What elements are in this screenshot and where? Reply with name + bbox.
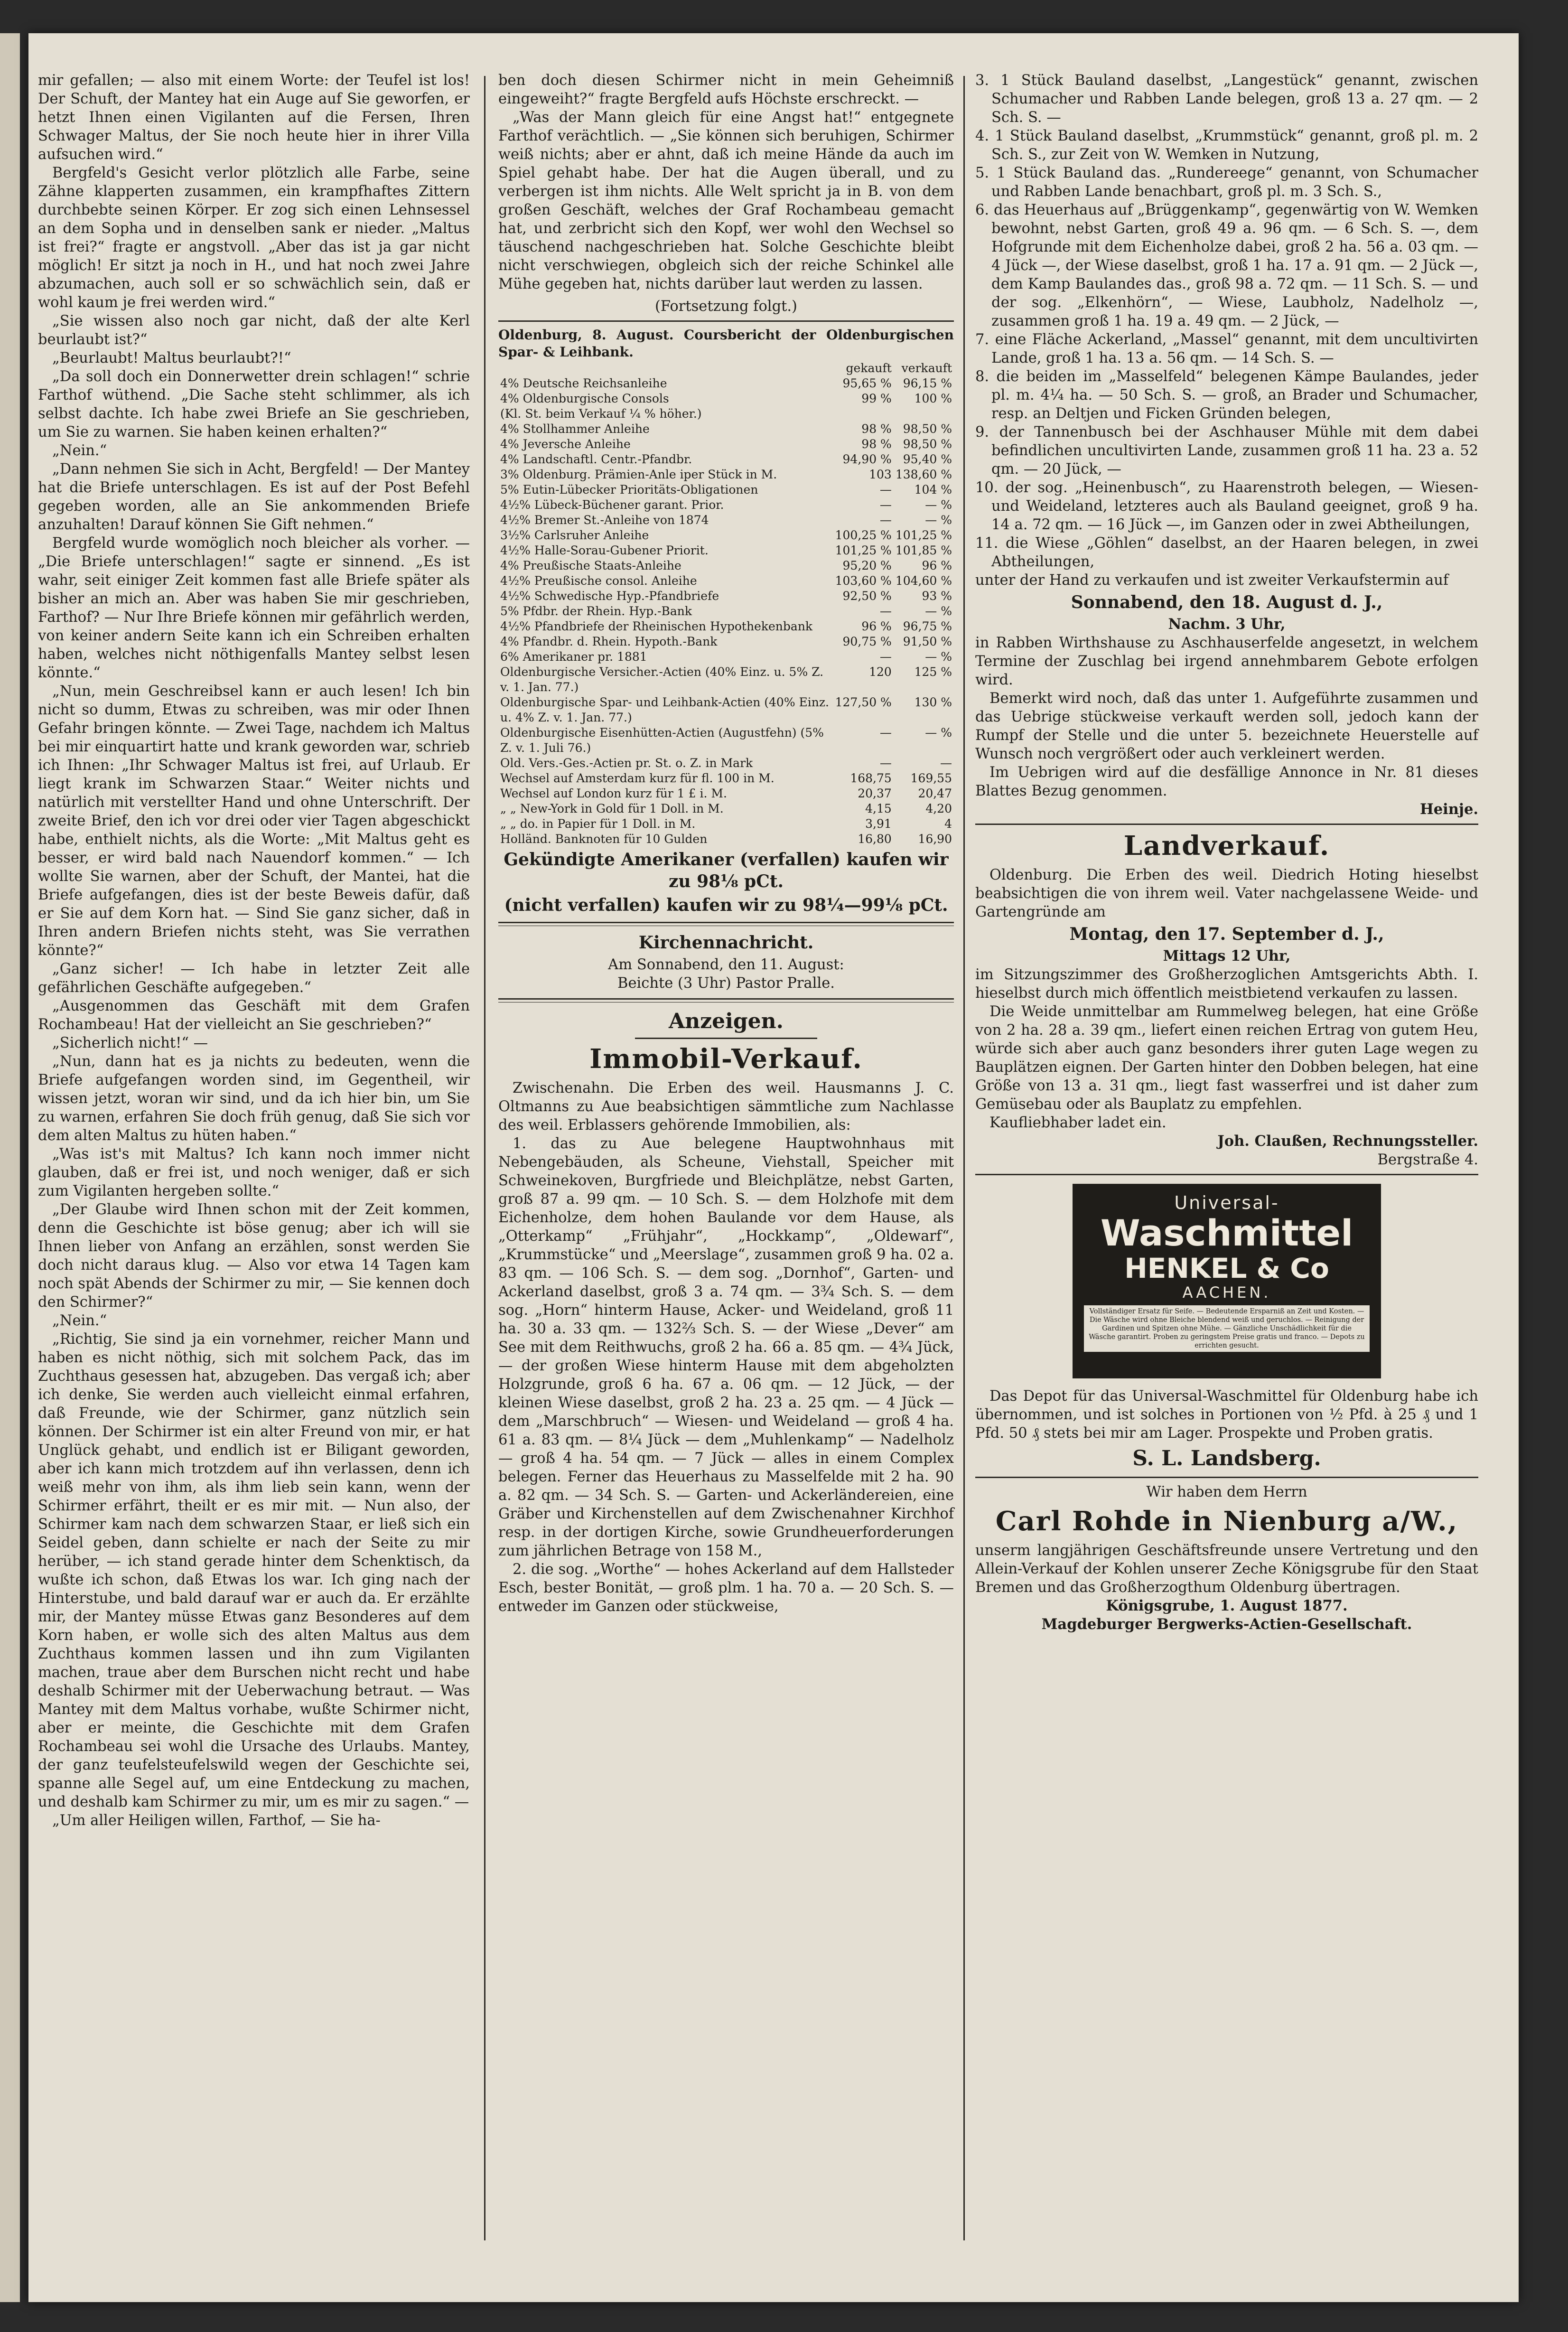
kurs-row	[498, 786, 954, 801]
kurs-cell-name: 3% Oldenburg. Prämien-Anle iper Stück in M.	[500, 468, 777, 481]
kurs-cell-buy	[833, 406, 894, 421]
kurs-cell-name: Wechsel auf London kurz für 1 £ i. M.	[500, 787, 727, 800]
property-sale-paragraph: 1. das zu Aue belegene Hauptwohnhaus mit Nebengebäuden, als Scheune, Viehstall, Speicher mit Schweinekoven, Burgfriede und Bleichplätze, nebst Garten, groß 87 a. 99 qm. — 10 Sch. S. — dem Holzhofe mit dem Eichenholze, dem hohen Baulande vor dem Hause, als „Otterkamp“ „Frühjahr“, „Hockkamp“, „Oldewarf“, „Krummstücke“ und „Meerslage“, zusammen groß 9 ha. 02 a. 83 qm. — 106 Sch. S. — dem sog. „Dornhof“, Garten- und Ackerland daselbst, groß 3 a. 74 qm. — 3¾ Sch. S. — dem sog. „Horn“ hinterm Hause, Acker- und Weideland, groß 11 ha. 30 a. 33 qm. — 132⅔ Sch. S. — der Wiese „Dever“ am See mit dem Reithwuchs, groß 2 ha. 66 a. 85 qm. — 4¾ Jück, — der großen Wiese hinterm Hause mit dem abgeholzten Holzgrunde, groß 6 ha. 67 a. 06 qm. — 12 Jück, — der kleinen Wiese daselbst, groß 2 ha. 23 a. 25 qm. — 4 Jück — dem „Marschbruch“ — Wiesen- und Weideland — groß 4 ha. 61 a. 83 qm. — 8¼ Jück — dem „Muhlenkamp“ — Nadelholz — groß 4 ha. 54 qm. — 7 Jück — alles in einem Complex belegen. Ferner das Heuerhaus zu Masselfelde mit 2 ha. 90 a. 82 qm. — 34 Sch. S. — Garten- und Ackerländereien, eine Gräber und Kirchenstellen auf dem Zwischenahner Kirchhof resp. in der dortigen Kirche, sowie Grundheuerforderungen zum jährlichen Betrage von 158 M.,	[498, 1135, 954, 1559]
kurs-note-2: (nicht verfallen) kaufen wir zu 98¼—99⅛ pCt.	[504, 895, 948, 915]
kurs-cell-buy: —	[879, 650, 892, 664]
kurs-cell-sell: 138,60 %	[895, 468, 952, 481]
ad-line-2: Waschmittel	[1100, 1212, 1353, 1254]
kurs-cell-buy: 16,80	[858, 832, 892, 846]
kurs-cell-name: 6% Amerikaner pr. 1881	[500, 650, 647, 664]
kurs-row	[498, 543, 954, 558]
kurs-cell-name: 4% Stollhammer Anleihe	[500, 422, 650, 436]
kurs-row	[498, 452, 954, 467]
kurs-row	[498, 695, 954, 725]
story-paragraph: „Sicherlich nicht!“ —	[52, 1035, 208, 1051]
kurs-cell-name: Oldenburgische Eisenhütten-Actien (Augustfehn) (5% Z. v. 1. Juli 76.)	[500, 726, 824, 755]
kurs-cell-buy: 168,75	[850, 771, 892, 785]
story-paragraph: „Was der Mann gleich für eine Angst hat!“ entgegnete Farthof verächtlich. — „Sie können sich beruhigen, Schirmer weiß nichts; aber er ahnt, daß ich meine Hände da auch im Spiel gehabt habe. Der hat die Augen überall, und zu verbergen ist ihm nichts. Alle Welt spricht ja in B. von dem großen Geschäft, welches der Graf Rochambeau gemacht hat, und zerbricht sich den Kopf, wer wohl den Wechsel so täuschend nachgeschrieben hat. Solche Geschichte bleibt nicht verschwiegen, obgleich sich der reiche Schinkel alle Mühe gegeben hat, nichts darüber laut werden zu lassen.	[498, 109, 954, 292]
kurs-row	[498, 482, 954, 497]
kurs-cell-buy: —	[879, 726, 892, 740]
story-paragraph: „Dann nehmen Sie sich in Acht, Bergfeld! — Der Mantey hat die Briefe unterschlagen. Es ist auf der Post Befehl gegeben worden, alle an Sie ankommenden Briefe anzuhalten! Darauf können Sie Gift nehmen.“	[38, 461, 470, 533]
story-paragraph: mir gefallen; — also mit einem Worte: der Teufel ist los! Der Schuft, der Mantey hat ein Auge auf Sie geworfen, er hetzt Ihnen einen Vigilanten auf die Fersen, Ihren Schwager Maltus, der Sie noch heute hier in ihrer Villa aufsuchen wird.“	[38, 72, 470, 163]
kurs-header: Oldenburg, 8. August. Coursbericht der Oldenburgischen Spar- & Leihbank.	[498, 327, 954, 360]
kurs-cell-name: „ „ New-York in Gold für 1 Doll. in M.	[500, 802, 724, 815]
kurs-cell-name: 4% Deutsche Reichsanleihe	[500, 376, 667, 390]
divider	[975, 1174, 1478, 1175]
kurs-cell-name: Wechsel auf Amsterdam kurz für fl. 100 in M.	[500, 771, 775, 785]
kurs-cell-sell	[894, 406, 954, 421]
kurs-cell-sell: — %	[925, 498, 952, 512]
sale-time: Nachm. 3 Uhr,	[1168, 616, 1286, 633]
sale-signature: Heinje.	[1419, 801, 1478, 818]
property-list-item: 8. die beiden im „Masselfeld“ belegenen Kämpe Baulandes, jeder pl. m. 4¼ ha. — 50 Sch. S. — groß, an Brader und Schumacher, resp. an Deltjen und Ficken Gründen belegen,	[975, 368, 1478, 422]
kurs-cell-name: Holländ. Banknoten für 10 Gulden	[500, 832, 708, 846]
kurs-row	[498, 497, 954, 513]
ads-title: Anzeigen.	[669, 1009, 784, 1033]
church-title: Kirchennachricht.	[638, 933, 814, 953]
waschmittel-ad	[1073, 1184, 1381, 1378]
kurs-row	[498, 391, 954, 406]
kurs-row	[498, 589, 954, 604]
kurs-cell-sell: — %	[925, 650, 952, 664]
kurs-row	[498, 376, 954, 391]
column-3	[975, 71, 1478, 1634]
kurs-cell-sell: 101,25 %	[895, 528, 952, 542]
previous-page-edge	[0, 33, 20, 2302]
story-paragraph: „Beurlaubt! Maltus beurlaubt?!“	[52, 350, 291, 366]
story-paragraph: „Sie wissen also noch gar nicht, daß der alte Kerl beurlaubt ist?“	[38, 313, 470, 348]
kurs-cell-buy: —	[879, 756, 892, 770]
kurs-cell-sell: 4,20	[925, 802, 952, 815]
ad-line-3: HENKEL & Co	[1124, 1252, 1329, 1284]
kurs-cell-buy: 120	[869, 665, 892, 679]
rohde-name: Carl Rohde in Nienburg a/W.,	[995, 1506, 1458, 1537]
rohde-text: unserm langjährigen Geschäftsfreunde unsere Vertretung und den Allein-Verkauf der Kohlen unserer Zeche Königsgrube für den Staat Bremen und das Großherzogthum Oldenburg übertragen.	[975, 1542, 1478, 1596]
property-sale-paragraph: 2. die sog. „Worthe“ — hohes Ackerland auf dem Hallsteder Esch, bester Bonität, — groß plm. 1 ha. 70 a. — 20 Sch. S. — entweder im Ganzen oder stückweise,	[498, 1561, 954, 1615]
kurs-row	[498, 649, 954, 665]
kurs-cell-buy: 101,25 %	[835, 543, 892, 557]
kurs-cell-buy: —	[879, 483, 892, 496]
kurs-cell-name: 4% Preußische Staats-Anleihe	[500, 559, 681, 572]
continuation-note: (Fortsetzung folgt.)	[655, 298, 797, 315]
kurs-cell-buy: 3,91	[865, 817, 892, 831]
story-paragraph: Bergfeld's Gesicht verlor plötzlich alle Farbe, seine Zähne klapperten zusammen, ein krampfhaftes Zittern durchbebte seinen Körper. Er zog sich einen Lehnsessel an dem Sopha und in denselben sank er nieder. „Maltus ist frei?“ fragte er angstvoll. „Aber das ist ja gar nicht möglich! Er sitzt ja noch in H., und hat noch zwei Jahre abzumachen, auch soll er so schwächlich sein, daß er wohl kaum je frei werden wird.“	[38, 165, 470, 311]
ad-small-print: Vollständiger Ersatz für Seife. — Bedeutende Ersparniß an Zeit und Kosten. — Die Wäsche wird ohne Bleiche blendend weiß und geruchlos. — Reinigung der Gardinen und Spitzen ohne Mühe. — Gänzliche Unschädlichkeit für die Wäsche garantirt. Proben zu geringstem Preise gratis und franco. — Depots zu errichten gesucht.	[1084, 1305, 1370, 1352]
kurs-cell-sell: 16,90	[918, 832, 952, 846]
kurs-cell-sell: 98,50 %	[903, 437, 952, 451]
property-list-item: 5. 1 Stück Bauland das. „Rundereege“ genannt, von Schumacher und Rabben Lande benachbart, groß pl. m. 3 Sch. S.,	[975, 165, 1478, 200]
kurs-cell-sell: 96,15 %	[903, 376, 952, 390]
kurs-cell-name: 4½% Lübeck-Büchener garant. Prior.	[500, 498, 724, 512]
kurs-cell-name: 4% Jeversche Anleihe	[500, 437, 631, 451]
kurs-cell-sell: — %	[925, 604, 952, 618]
story-paragraph: „Ganz sicher! — Ich habe in letzter Zeit alle gefährlichen Geschäfte aufgegeben.“	[38, 961, 470, 996]
property-list-item: 7. eine Fläche Ackerland, „Massel“ genannt, mit dem uncultivirten Lande, groß 1 ha. 13 a. 56 qm. — 14 Sch. S. —	[975, 331, 1478, 366]
land-time: Mittags 12 Uhr,	[1163, 947, 1291, 965]
rohde-date: Königsgrube, 1. August 1877.	[1106, 1597, 1348, 1614]
kurs-row	[498, 558, 954, 573]
story-paragraph: „Was ist's mit Maltus? Ich kann noch immer nicht glauben, daß er frei ist, und noch weniger, daß er sich zum Vigilanten hergeben sollte.“	[38, 1146, 470, 1199]
property-sale-paragraph: Zwischenahn. Die Erben des weil. Hausmanns J. C. Oltmanns zu Aue beabsichtigen sämmtliche zum Nachlasse des weil. Erblassers gehörende Immobilien, als:	[498, 1080, 954, 1133]
kurs-cell-buy: 92,50 %	[842, 589, 892, 603]
kurs-cell-name: 4½% Pfandbriefe der Rheinischen Hypothekenbank	[500, 619, 813, 633]
divider	[498, 998, 954, 1002]
kurs-cell-buy: —	[879, 513, 892, 527]
kurs-row	[498, 832, 954, 847]
kurs-cell-buy: 98 %	[861, 422, 892, 436]
kurs-cell-name: (Kl. St. beim Verkauf ¼ % höher.)	[500, 407, 702, 421]
kurs-row	[498, 604, 954, 619]
kurs-cell-name: Oldenburgische Versicher.-Actien (40% Einz. u. 5% Z. v. 1. Jan. 77.)	[500, 665, 824, 694]
church-line-1: Am Sonnabend, den 11. August:	[608, 956, 844, 973]
kurs-cell-sell: 100 %	[914, 392, 952, 405]
kurs-row	[498, 816, 954, 832]
kurs-row	[498, 634, 954, 649]
kurs-cell-sell: —	[940, 756, 952, 770]
kurs-cell-sell: 125 %	[914, 665, 952, 679]
kurs-row	[498, 619, 954, 634]
story-paragraph: „Ausgenommen das Geschäft mit dem Grafen Rochambeau! Hat der vielleicht an Sie geschrieben?“	[38, 998, 470, 1033]
story-paragraph: ben doch diesen Schirmer nicht in mein Geheimniß eingeweiht?“ fragte Bergfeld aufs Höchste erschreckt. —	[498, 72, 954, 107]
depot-signature: S. L. Landsberg.	[1132, 1446, 1321, 1470]
kurs-cell-buy: 90,75 %	[842, 635, 892, 648]
column-rule-1	[484, 76, 485, 2240]
kurs-cell-sell: 96 %	[922, 559, 952, 572]
divider	[975, 1477, 1478, 1478]
column-rule-2	[963, 76, 965, 2240]
land-address: Bergstraße 4.	[1377, 1152, 1478, 1168]
kurs-cell-sell: 104 %	[914, 483, 952, 496]
kurs-cell-buy: 103	[869, 468, 892, 481]
kurs-cell-buy: —	[879, 604, 892, 618]
land-date: Montag, den 17. September d. J.,	[1069, 924, 1384, 944]
land-sale-title: Landverkauf.	[1123, 830, 1330, 862]
column-1-story	[38, 71, 470, 1830]
story-paragraph: „Nun, mein Geschreibsel kann er auch lesen! Ich bin nicht so dumm, Etwas zu schreiben, was mir oder Ihnen Gefahr bringen könnte. — Zwei Tage, nachdem ich Maltus bei mir einquartirt hatte und krank geworden war, schrieb ich Ihnen: „Ihr Schwager Maltus ist frei, auf Urlaub. Er liegt krank im Schwarzen Staar.“ Weiter nichts und natürlich mit verstellter Hand und ohne Unterschrift. Der zweite Brief, den ich vor drei oder vier Tagen abgeschickt habe, enthielt nichts, als die Worte: „Mit Maltus geht es besser, er wird bald nach Nauendorf kommen.“ — Ich wollte Sie warnen, aber der Schuft, der Mantei, hat die Briefe aufgefangen, dies ist der beste Beweis dafür, daß er Sie auf dem Korn hat. — Sind Sie ganz sicher, daß in Ihren andern Briefen nichts steht, was Sie verrathen könnte?“	[38, 683, 470, 959]
kurs-cell-sell: 20,47	[918, 787, 952, 800]
kurs-row	[498, 573, 954, 589]
story-paragraph: Bergfeld wurde womöglich noch bleicher als vorher. — „Die Briefe unterschlagen!“ sagte er sinnend. „Es ist wahr, seit einiger Zeit kommen fast alle Briefe später als bisher an mich an. Aber was haben Sie mir geschrieben, Farthof? — Nur Ihre Briefe können mir gefährlich werden, von keiner andern Seite kann ich ein Schreiben erhalten haben, welches nicht nöthigenfalls Mantey selbst lesen könnte.“	[38, 535, 470, 681]
kurs-cell-name: 5% Eutin-Lübecker Prioritäts-Obligationen	[500, 483, 758, 496]
kurs-cell-sell: 91,50 %	[903, 635, 952, 648]
kurs-cell-buy: —	[879, 498, 892, 512]
kurs-cell-buy: 98 %	[861, 437, 892, 451]
kurs-cell-name: 5% Pfdbr. der Rhein. Hyp.-Bank	[500, 604, 692, 618]
newspaper-page	[28, 33, 1519, 2302]
divider	[498, 922, 954, 926]
property-list-item: 3. 1 Stück Bauland daselbst, „Langestück“ genannt, zwischen Schumacher und Rabben Lande belegen, groß 13 a. 27 qm. — 2 Sch. S. —	[975, 72, 1478, 126]
rohde-signature: Magdeburger Bergwerks-Actien-Gesellschaft.	[1041, 1616, 1412, 1633]
kurs-cell-sell: 130 %	[914, 695, 952, 709]
kurs-row	[498, 513, 954, 528]
kurs-cell-name: 4% Oldenburgische Consols	[500, 392, 669, 405]
story-paragraph: „Um aller Heiligen willen, Farthof, — Sie ha-	[52, 1812, 381, 1829]
land-description: Die Weide unmittelbar am Rummelweg belegen, hat eine Größe von 2 ha. 28 a. 39 qm., liefert einen reichen Ertrag von gutem Heu, würde sich aber auch ganz besonders ihrer guten Lage wegen zu Bauplätzen eignen. Der Garten hinter den Dobben belegen, hat eine Größe von 13 a. 31 qm., liegt fast wasserfrei und ist daher zum Gemüsebau oder als Bauplatz zu empfehlen.	[975, 1003, 1478, 1113]
kurs-cell-sell: 104,60 %	[895, 574, 952, 588]
kurs-cell-sell: 4	[944, 817, 952, 831]
kurs-cell-buy: 96 %	[861, 619, 892, 633]
kurs-cell-buy: 4,15	[865, 802, 892, 815]
land-place: im Sitzungszimmer des Großherzoglichen Amtsgerichts Abth. I. hieselbst durch mich öffentlich meistbietend verkaufen zu lassen.	[975, 966, 1478, 1002]
kurs-note-1: Gekündigte Amerikaner (verfallen) kaufen wir zu 98⅛ pCt.	[504, 850, 949, 891]
land-buyers: Kaufliebhaber ladet ein.	[989, 1114, 1167, 1131]
kurs-cell-name: 4½% Bremer St.-Anleihe von 1874	[500, 513, 709, 527]
kurs-row	[498, 421, 954, 437]
kurs-cell-name: 4½% Halle-Sorau-Gubener Priorit.	[500, 543, 709, 557]
kurs-row	[498, 406, 954, 421]
property-list	[975, 71, 1478, 571]
kurs-cell-name: 3½% Carlsruher Anleihe	[500, 528, 649, 542]
sale-note-1: Bemerkt wird noch, daß das unter 1. Aufgeführte zusammen und das Uebrige stückweise verkauft werden soll, jedoch kann der Rumpf der Stelle und die unter 5. bezeichnete Heuerstelle auf Wunsch noch vergrößert oder auch verkleinert werden.	[975, 690, 1478, 762]
column-2	[498, 71, 954, 1616]
kurs-cell-sell: 169,55	[910, 771, 952, 785]
divider	[975, 824, 1478, 825]
land-intro: Oldenburg. Die Erben des weil. Diedrich Hoting hieselbst beabsichtigen die von ihrem weil. Vater nachgelassene Weide- und Gartengründe am	[975, 867, 1478, 920]
kurs-cell-name: 4% Pfandbr. d. Rhein. Hypoth.-Bank	[500, 635, 718, 648]
property-sale-title: Immobil-Verkauf.	[589, 1043, 863, 1075]
kurs-col-sold: verkauft	[901, 361, 952, 375]
ad-line-1: Universal-	[1174, 1192, 1279, 1213]
property-list-item: 11. die Wiese „Göhlen“ daselbst, an der Haaren belegen, in zwei Abtheilungen,	[975, 535, 1478, 570]
kurs-cell-buy: 20,37	[858, 787, 892, 800]
ad-line-4: AACHEN.	[1182, 1283, 1271, 1302]
story-paragraph: „Der Glaube wird Ihnen schon mit der Zeit kommen, denn die Geschichte ist böse genug; aber ich will sie Ihnen lieber von Anfang an erzählen, sonst werden Sie doch nicht daraus klug. — Also vor etwa 14 Tagen kam noch spät Abends der Schirmer zu mir, — Sie kennen doch den Schirmer?“	[38, 1201, 470, 1311]
property-list-item: 10. der sog. „Heinenbusch“, zu Haarenstroth belegen, — Wiesen- und Weideland, letzteres auch als Bauland geeignet, groß 9 ha. 14 a. 72 qm. — 16 Jück —, im Ganzen oder in zwei Abtheilungen,	[975, 479, 1478, 533]
kurs-cell-sell: — %	[925, 726, 952, 740]
church-line-2: Beichte (3 Uhr) Pastor Pralle.	[617, 975, 835, 992]
sale-note-2: Im Uebrigen wird auf die desfällige Annonce in Nr. 81 dieses Blattes Bezug genommen.	[975, 764, 1478, 799]
kurs-cell-name: 4½% Preußische consol. Anleihe	[500, 574, 697, 588]
rohde-intro: Wir haben dem Herrn	[1146, 1484, 1307, 1500]
kurs-row	[498, 467, 954, 482]
kurs-cell-name: 4% Landschaftl. Centr.-Pfandbr.	[500, 452, 692, 466]
depot-text: Das Depot für das Universal-Waschmittel für Oldenburg habe ich übernommen, und ist solches in Portionen von ½ Pfd. à 25 ₰ und 1 Pfd. 50 ₰ stets bei mir am Lager. Prospekte und Proben gratis.	[975, 1388, 1478, 1442]
divider	[498, 320, 954, 322]
kurs-cell-buy: 100,25 %	[835, 528, 892, 542]
kurs-cell-name: Old. Vers.-Ges.-Actien pr. St. o. Z. in Mark	[500, 756, 753, 770]
kurs-row	[498, 771, 954, 786]
property-sale-text	[498, 1079, 954, 1616]
kurs-table	[498, 361, 954, 847]
kurs-row	[498, 725, 954, 756]
story-continuation	[498, 71, 954, 293]
kurs-cell-buy: 127,50 %	[835, 695, 892, 709]
property-list-item: 6. das Heuerhaus auf „Brüggenkamp“, gegenwärtig von W. Wemken bewohnt, nebst Garten, groß 49 a. 96 qm. — 6 Sch. S. —, dem Hofgrunde mit dem Eichenholze dabei, groß 2 ha. 56 a. 03 qm. — 4 Jück —, der Wiese daselbst, groß 1 ha. 17 a. 91 qm. — 2 Jück —, dem Kamp Baulandes das., groß 98 a. 72 qm. — 11 Sch. S. — und der sog. „Elkenhörn“, — Wiese, Laubholz, Nadelholz —, zusammen groß 1 ha. 19 a. 49 qm. — 2 Jück, —	[975, 202, 1478, 329]
kurs-row	[498, 437, 954, 452]
kurs-cell-sell: — %	[925, 513, 952, 527]
story-paragraph: „Nein.“	[52, 1312, 107, 1329]
kurs-row	[498, 756, 954, 771]
story-paragraph: „Nein.“	[52, 442, 107, 459]
sale-date: Sonnabend, den 18. August d. J.,	[1071, 592, 1383, 612]
kurs-cell-buy: 103,60 %	[835, 574, 892, 588]
kurs-col-bought: gekauft	[846, 361, 892, 375]
kurs-cell-sell: 95,40 %	[903, 452, 952, 466]
kurs-cell-name: 4½% Schwedische Hyp.-Pfandbriefe	[500, 589, 719, 603]
divider	[635, 1038, 817, 1039]
kurs-cell-buy: 99 %	[861, 392, 892, 405]
kurs-row	[498, 528, 954, 543]
sale-tail: unter der Hand zu verkaufen und ist zweiter Verkaufstermin auf	[975, 572, 1449, 589]
property-list-item: 9. der Tannenbusch bei der Aschhauser Mühle mit dem dabei befindlichen uncultivirten Lande, zusammen groß 11 ha. 23 a. 52 qm. — 20 Jück, —	[975, 424, 1478, 478]
kurs-cell-sell: 101,85 %	[895, 543, 952, 557]
kurs-cell-sell: 93 %	[922, 589, 952, 603]
story-paragraph: „Richtig, Sie sind ja ein vornehmer, reicher Mann und haben es nicht nöthig, sich mit solchem Pack, das im Zuchthaus gesessen hat, abzugeben. Das vergaß ich; aber ich denke, Sie werden auch vielleicht einmal erfahren, daß Freunde, wie der Schirmer, ganz nützlich sein können. Der Schirmer ist ein alter Freund von mir, er hat Unglück gehabt, und endlich ist er Biligant geworden, aber ich kann mich trotzdem auf ihn verlassen, denn ich weiß mehr von ihm, als ihm lieb sein kann, wenn der Schirmer erfährt, theilt er es mir mit. — Nun also, der Schirmer kam nach dem schwarzen Staar, er ließ sich ein Seidel geben, dann schielte er nach der Seite zu mir herüber, — ich stand gerade hinter dem Schenktisch, da wußte ich schon, daß Etwas los war. Ich ging nach der Hinterstube, und bald darauf war er auch da. Er erzählte mir, der Mantey müsse Etwas ganz Besonderes auf dem Korn haben, er wolle sich des alten Maltus aus dem Zuchthaus kommen lassen und ihn zum Vigilanten machen, traue aber dem Burschen nicht recht und habe deshalb Schirmer mit der Ueberwachung betraut. — Was Mantey mit dem Maltus vorhabe, wußte Schirmer nicht, aber er meinte, die Geschichte mit dem Grafen Rochambeau sei wohl die Ursache des Urlaubs. Mantey, der ganz teufelsteufelswild wegen der Geschichte sei, spanne alle Segel auf, um eine Entdeckung zu machen, und deshalb kam Schirmer zu mir, um es mir zu sagen.“ —	[38, 1331, 470, 1810]
kurs-cell-name: „ „ do. in Papier für 1 Doll. in M.	[500, 817, 696, 831]
land-signature: Joh. Claußen, Rechnungssteller.	[1217, 1133, 1478, 1150]
kurs-row	[498, 665, 954, 695]
story-paragraph: „Nun, dann hat es ja nichts zu bedeuten, wenn die Briefe aufgefangen worden sind, im Gegentheil, wir wissen jetzt, woran wir sind, und da ich hier bin, um Sie zu warnen, erfahren Sie doch früh genug, daß Sie sich vor dem alten Maltus zu hüten haben.“	[38, 1053, 470, 1144]
sale-place: in Rabben Wirthshause zu Aschhauserfelde angesetzt, in welchem Termine der Zuschlag bei irgend annehmbarem Gebote erfolgen wird.	[975, 635, 1478, 688]
story-paragraph: „Da soll doch ein Donnerwetter drein schlagen!“ schrie Farthof wüthend. „Die Sache steht schlimmer, als ich selbst dachte. Ich habe zwei Briefe an Sie geschrieben, um Sie zu warnen. Sie haben keinen erhalten?“	[38, 368, 470, 440]
kurs-row	[498, 801, 954, 816]
kurs-cell-sell: 98,50 %	[903, 422, 952, 436]
kurs-cell-buy: 94,90 %	[842, 452, 892, 466]
kurs-cell-sell: 96,75 %	[903, 619, 952, 633]
kurs-cell-buy: 95,20 %	[842, 559, 892, 572]
kurs-cell-buy: 95,65 %	[842, 376, 892, 390]
property-list-item: 4. 1 Stück Bauland daselbst, „Krummstück“ genannt, groß pl. m. 2 Sch. S., zur Zeit von W. Wemken in Nutzung,	[975, 128, 1478, 163]
kurs-cell-name: Oldenburgische Spar- und Leihbank-Actien (40% Einz. u. 4% Z. v. 1. Jan. 77.)	[500, 695, 829, 724]
